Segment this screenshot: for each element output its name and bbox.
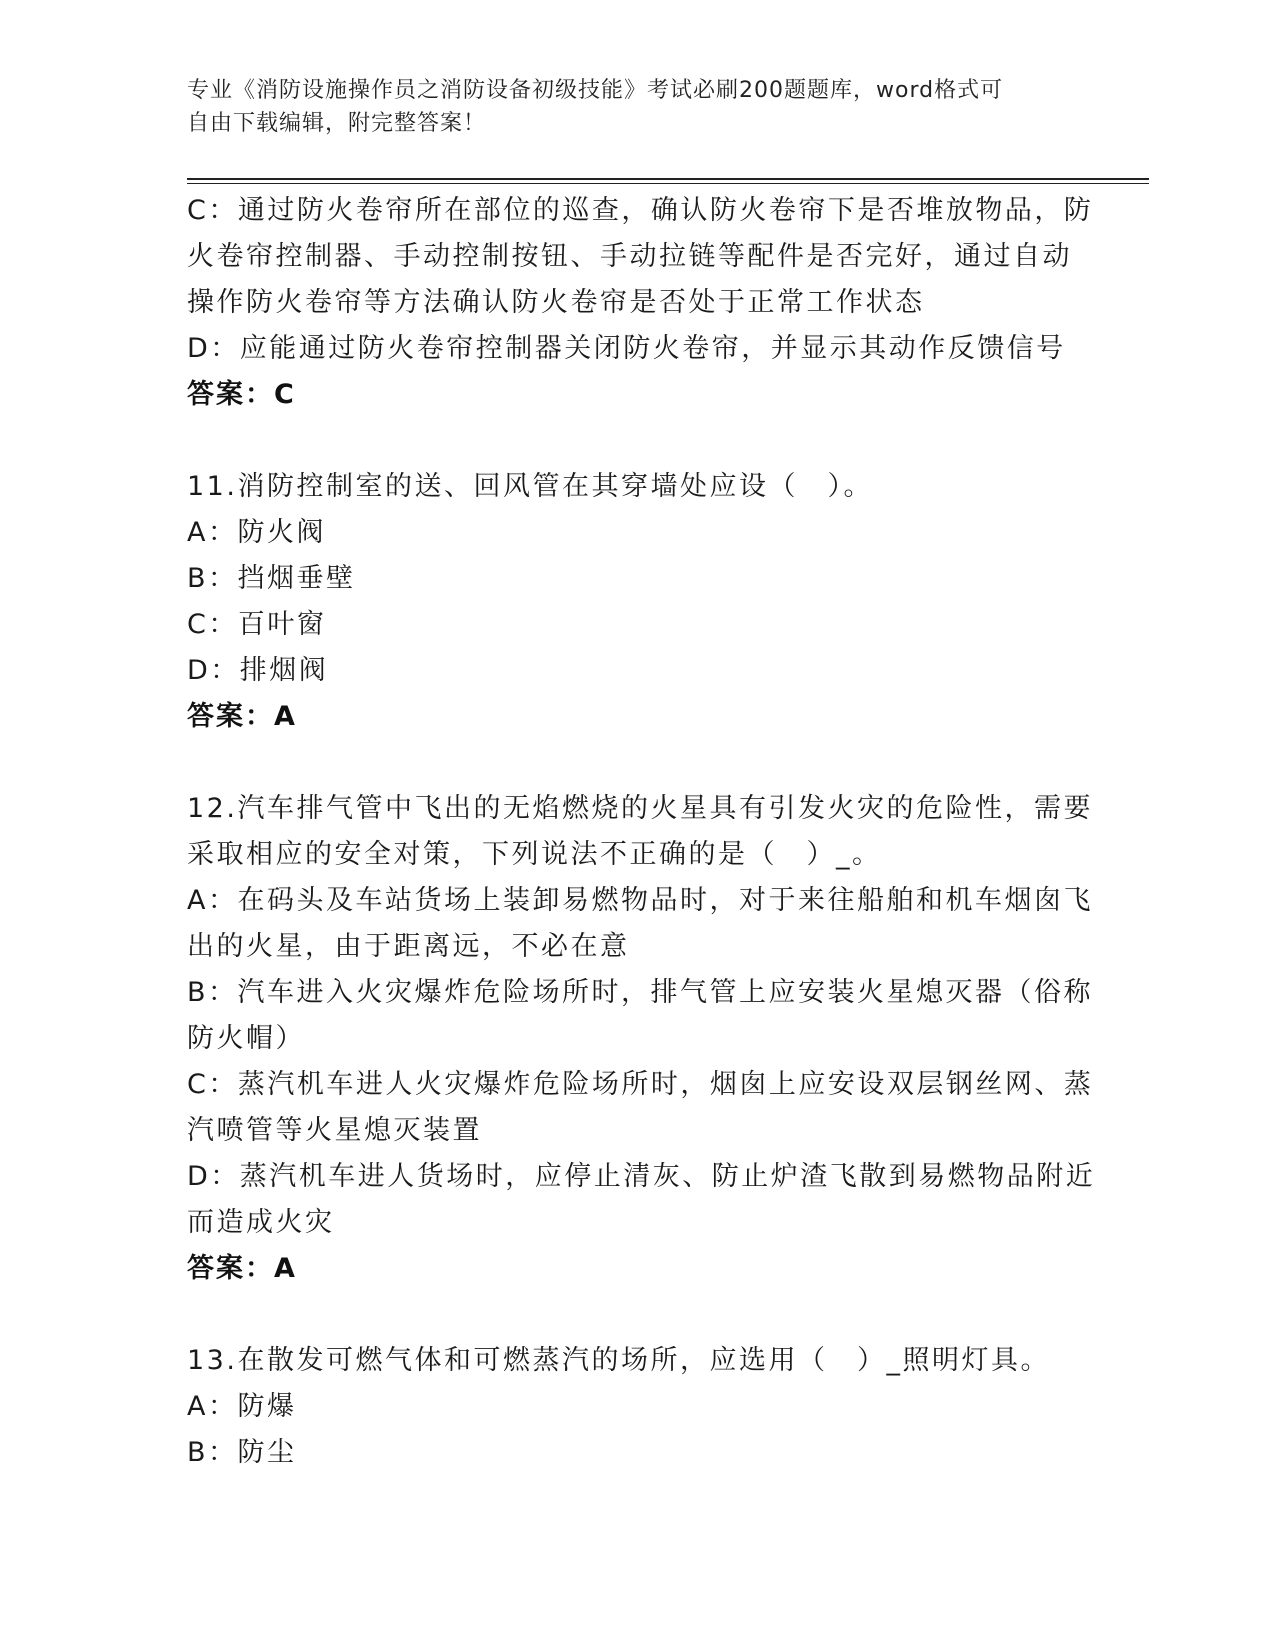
header-rule-thick [187,178,1149,180]
header-rule-thin [187,183,1149,184]
option-d-line-2: 而造成火灾 [187,1207,335,1238]
question-11 [187,464,1087,740]
question-stem: 11.消防控制室的送、回风管在其穿墙处应设（ ）。 [187,471,873,502]
option-a-line-1: A：在码头及车站货场上装卸易燃物品时，对于来往船舶和机车烟囱飞 [187,885,1093,916]
option-c-line-1: C：通过防火卷帘所在部位的巡查，确认防火卷帘下是否堆放物品，防 [187,195,1094,226]
question-stem-line-1: 12.汽车排气管中飞出的无焰燃烧的火星具有引发火灾的危险性，需要 [187,793,1093,824]
answer: 答案：A [187,1253,297,1284]
option-c-line-3: 操作防火卷帘等方法确认防火卷帘是否处于正常工作状态 [187,287,925,318]
option-a: A：防火阀 [187,517,326,548]
document-header [187,74,1067,140]
spacer [187,1292,1087,1338]
option-d: D：排烟阀 [187,655,329,686]
header-line-2: 自由下载编辑，附完整答案！ [187,111,487,136]
question-stem-line-2: 采取相应的安全对策，下列说法不正确的是（ ）_。 [187,839,882,870]
option-c-line-2: 火卷帘控制器、手动控制按钮、手动拉链等配件是否完好，通过自动 [187,241,1072,272]
header-line-1: 专业《消防设施操作员之消防设备初级技能》考试必刷200题题库，word格式可 [187,78,1004,103]
option-c-line-1: C：蒸汽机车进人火灾爆炸危险场所时，烟囱上应安设双层钢丝网、蒸 [187,1069,1094,1100]
option-c-line-2: 汽喷管等火星熄灭装置 [187,1115,482,1146]
answer: 答案：C [187,379,296,410]
spacer [187,418,1087,464]
option-c: C：百叶窗 [187,609,327,640]
question-stem: 13.在散发可燃气体和可燃蒸汽的场所，应选用（ ）_照明灯具。 [187,1345,1050,1376]
question-10-continued [187,188,1094,418]
question-13 [187,1338,1087,1476]
option-b: B：防尘 [187,1437,297,1468]
spacer [187,740,1087,786]
document-body [187,188,1096,1476]
question-12 [187,786,1096,1292]
option-b: B：挡烟垂壁 [187,563,356,594]
option-d: D：应能通过防火卷帘控制器关闭防火卷帘，并显示其动作反馈信号 [187,333,1066,364]
option-a: A：防爆 [187,1391,297,1422]
option-a-line-2: 出的火星，由于距离远，不必在意 [187,931,630,962]
option-d-line-1: D：蒸汽机车进人货场时，应停止清灰、防止炉渣飞散到易燃物品附近 [187,1161,1096,1192]
answer: 答案：A [187,701,297,732]
option-b-line-1: B：汽车进入火灾爆炸危险场所时，排气管上应安装火星熄灭器（俗称 [187,977,1094,1008]
option-b-line-2: 防火帽） [187,1023,305,1054]
